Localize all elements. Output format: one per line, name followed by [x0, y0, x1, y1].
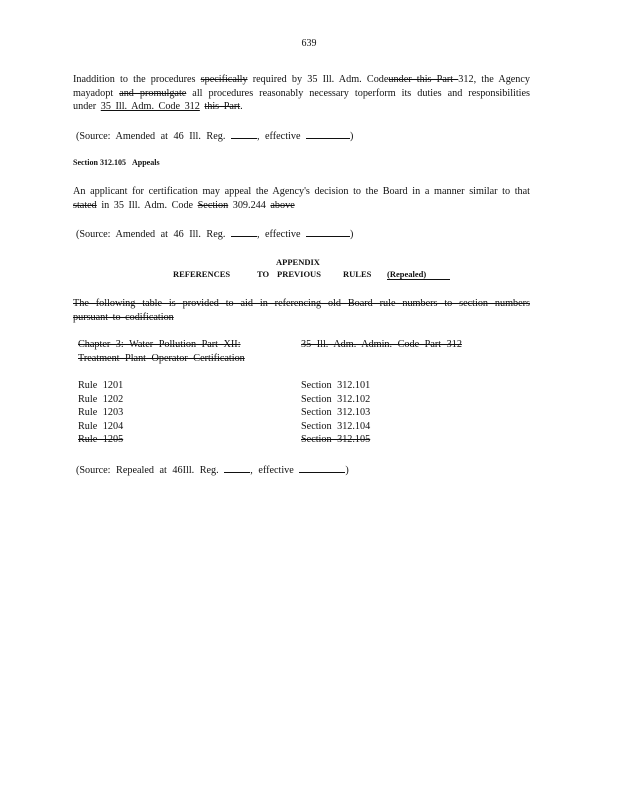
table-right-header: 35 Ill. Adm. Admin. Code Part 312	[301, 339, 462, 350]
section-cell: Section 312.105	[301, 434, 371, 445]
section-label: Section	[73, 158, 98, 167]
effective-date-blank	[306, 227, 350, 237]
struck-text: above	[270, 199, 295, 211]
effective-date-blank	[299, 463, 345, 473]
register-blank	[224, 463, 250, 473]
rule-cell: Rule 1202	[78, 393, 124, 405]
appendix-title: APPENDIX	[276, 257, 320, 267]
effective-date-blank	[306, 129, 350, 139]
source-effective: , effective	[256, 131, 301, 142]
source-suffix: )	[345, 465, 349, 476]
register-blank	[231, 227, 257, 237]
paragraph-text: 309.244	[228, 199, 271, 211]
rule-cell: Rule 1205	[78, 434, 124, 445]
table-left-header: Chapter 3: Water Pollution Part XII: Treatment Plant Operator Certification	[78, 339, 245, 364]
section-cell: Section 312.103	[301, 407, 371, 418]
source-note-amended-2	[76, 227, 353, 241]
section-column	[301, 379, 370, 447]
source-note-repealed	[76, 463, 349, 477]
paragraph-text: 312, the Agency mayadopt	[73, 74, 531, 99]
appendix-word: RULES	[343, 269, 372, 279]
source-suffix: )	[350, 229, 354, 240]
rule-cell: Rule 1203	[78, 407, 124, 418]
table-intro: The following table is provided to aid in referencing old Board rule numbers to section numbers pursuant to codification	[73, 298, 530, 323]
register-blank	[231, 129, 257, 139]
section-title: Appeals	[132, 158, 160, 167]
section-number: 312.105	[100, 158, 126, 167]
struck-text: under this Part	[388, 74, 459, 85]
underlined-text: 35 Ill. Adm. Code 312	[100, 101, 200, 112]
procedures-paragraph	[73, 73, 530, 114]
appendix-word: TO	[257, 269, 270, 279]
struck-text: and promulgate	[119, 87, 187, 99]
source-prefix: (Source: Amended at 46 Ill. Reg.	[76, 229, 226, 240]
source-prefix: (Source: Repealed at 46Ill. Reg.	[76, 465, 219, 476]
paragraph-text: all procedures reasonably necessary toperform its duties and responsibilities under	[73, 87, 530, 112]
paragraph-text: An applicant for certification may appeal the Agency's decision to the Board in a manner similar to that	[73, 186, 530, 197]
section-cell: Section 312.102	[301, 393, 371, 405]
paragraph-text: required by 35 Ill. Adm. Code	[247, 74, 389, 85]
page-number: 639	[301, 38, 317, 49]
repealed-label: (Repealed)	[387, 269, 450, 280]
struck-text: stated	[73, 199, 97, 211]
source-effective: , effective	[256, 229, 301, 240]
appendix-word: REFERENCES	[173, 269, 231, 279]
rule-column	[78, 379, 123, 447]
source-note-amended	[76, 129, 353, 143]
section-cell: Section 312.101	[301, 380, 371, 391]
paragraph-text: in 35 Ill. Adm. Code	[96, 199, 198, 211]
section-heading	[73, 158, 160, 167]
section-cell: Section 312.104	[301, 420, 371, 432]
appeals-paragraph	[73, 185, 530, 212]
paragraph-text: Inaddition to the procedures	[73, 74, 201, 85]
struck-text: this Part	[204, 101, 241, 112]
source-effective: , effective	[250, 465, 294, 476]
rule-cell: Rule 1204	[78, 420, 124, 432]
source-suffix: )	[350, 131, 354, 142]
rule-cell: Rule 1201	[78, 380, 124, 391]
paragraph-text: .	[240, 101, 243, 112]
struck-text: specifically	[200, 74, 248, 85]
struck-text: Section	[197, 199, 229, 211]
source-prefix: (Source: Amended at 46 Ill. Reg.	[76, 131, 226, 142]
appendix-word: PREVIOUS	[277, 269, 321, 279]
